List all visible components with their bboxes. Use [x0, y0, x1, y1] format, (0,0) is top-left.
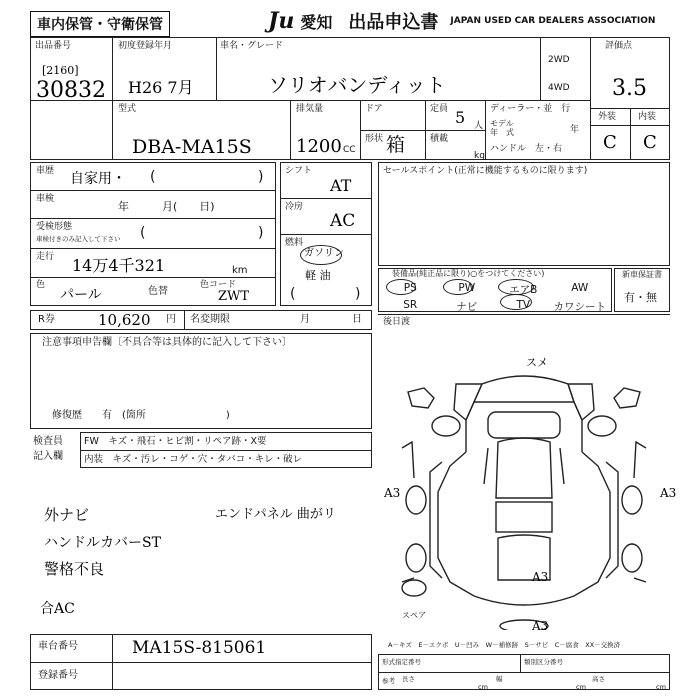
- shift-label: シフト: [285, 166, 313, 176]
- color-code-label: 色コード: [200, 280, 237, 290]
- model-label: 型式: [118, 104, 137, 114]
- cm-label-2: cm: [576, 683, 586, 691]
- note-line-4: 合AC: [40, 601, 75, 617]
- equip-pw[interactable]: PW: [458, 282, 476, 294]
- color-change-label: 色替: [148, 286, 168, 297]
- cm-label-1: cm: [478, 683, 488, 691]
- inspector-label: 検査員: [33, 436, 63, 447]
- handle-label: ハンドル 左・右: [490, 144, 563, 154]
- equip-airbag-circle: [498, 279, 534, 295]
- note-line-1: 外ナビ: [44, 506, 90, 524]
- diagram-right-note: A3: [660, 486, 677, 500]
- first-reg-label: 初度登録年月: [118, 41, 173, 51]
- cooler-value: AC: [330, 211, 356, 231]
- fw-row: FW キズ・飛石・ヒビ割・リペア跡・X要: [84, 436, 267, 447]
- diagram-mid-note: A3: [532, 570, 549, 584]
- score-label: 評価点: [605, 41, 633, 51]
- fuel-light-value: 軽 油: [305, 269, 331, 282]
- model-value: DBA-MA15S: [132, 136, 252, 158]
- recv-cert-note: 車検付きのみ記入して下さい: [36, 235, 121, 243]
- chassis-label: 車台番号: [38, 641, 78, 652]
- cm-label-3: cm: [656, 683, 666, 691]
- form-no-label: 形式指定番号: [382, 658, 421, 666]
- diagram-top-note: スメ: [526, 356, 548, 369]
- exterior-label: 外装: [598, 112, 617, 122]
- shape-label: 形状: [365, 134, 384, 144]
- org-name: 愛知: [300, 12, 333, 32]
- recycle-amount: 10,620: [98, 311, 151, 329]
- legend: A－キズ E－エクボ U－凹み W－補修跡 S－サビ C－腐食 XX－交換済: [388, 641, 621, 649]
- model-year-label2: 年 式: [490, 128, 514, 137]
- equip-ps[interactable]: PS: [403, 282, 417, 294]
- history-label: 車歴: [36, 166, 55, 176]
- note-line-2: ハンドルカバーST: [44, 535, 161, 551]
- caution-label: 注意事項申告欄〔不具合等は具体的に記入して下さい〕: [42, 337, 292, 348]
- 4wd-label: 4WD: [548, 83, 570, 93]
- reference-label: 参考: [382, 677, 395, 685]
- lot-small: [2160]: [42, 64, 79, 77]
- color-value: パール: [60, 287, 102, 303]
- shift-value: AT: [330, 176, 352, 195]
- equip-tv-circle: [500, 294, 532, 310]
- cc-label: CC: [343, 145, 356, 155]
- km-label: km: [232, 265, 248, 276]
- shaken-date: 年 月( 日): [118, 200, 215, 213]
- first-reg-value: H26 7月: [128, 78, 194, 97]
- recv-cert-label: 受検形態: [36, 222, 73, 232]
- model-year-label: モデル: [490, 119, 514, 128]
- name-change-label: 名変期限: [190, 314, 230, 325]
- diagram-left-note: A3: [384, 486, 401, 500]
- kg-label: kg: [474, 151, 485, 161]
- lot-no-label: 出品番号: [35, 41, 72, 51]
- note-line-1b: エンドパネル 曲がリ: [215, 507, 336, 522]
- height-label: 高さ: [592, 675, 605, 683]
- equip-leather[interactable]: カワシート: [553, 301, 606, 313]
- score-value: 3.5: [612, 76, 647, 101]
- form-title: 出品申込書: [348, 12, 439, 33]
- equip-ps-circle: [386, 279, 416, 295]
- reg-no-label: 登録番号: [38, 670, 78, 681]
- recycle-label: R券: [38, 314, 55, 325]
- sales-points-block: [378, 162, 670, 266]
- length-label: 長さ: [402, 675, 415, 683]
- ju-logo-icon: Ju: [268, 8, 295, 34]
- equip-pw-circle: [443, 279, 473, 295]
- class-no-label: 類別区分番号: [524, 658, 563, 666]
- equip-airbag[interactable]: エアB: [509, 284, 538, 296]
- equipment-header: 装備品(純正品に限り)○をつけてください): [392, 269, 545, 278]
- fuel-label: 燃料: [285, 238, 304, 248]
- note-line-3: 警格不良: [44, 560, 105, 578]
- car-name-value: ソリオバンディット: [268, 73, 446, 97]
- interior-grade: C: [643, 132, 657, 153]
- shaken-label: 車検: [36, 194, 55, 204]
- day-label: 日: [352, 314, 362, 325]
- month-label: 月: [300, 314, 310, 325]
- english-name: JAPAN USED CAR DEALERS ASSOCIATION: [450, 16, 656, 26]
- doc-type-label: 車内保管・守衛保管: [37, 17, 163, 33]
- interior-row: 内装 キズ・汚レ・コゲ・穴・タバコ・キレ・破レ: [84, 454, 303, 465]
- car-name-label: 車名・グレード: [220, 41, 284, 51]
- load-label: 積載: [430, 134, 449, 144]
- entry-label: 記入欄: [33, 451, 63, 462]
- 2wd-label: 2WD: [548, 55, 570, 65]
- warranty-label: 新車保証書: [622, 270, 662, 279]
- repair-history-label: 修復歴 有 (箇所 ): [52, 410, 230, 421]
- header-title: [268, 8, 655, 34]
- chassis-value: MA15S-815061: [132, 638, 267, 658]
- color-code-value: ZWT: [218, 289, 250, 304]
- mileage-label: 走行: [36, 252, 55, 262]
- diagram-bottom-note: A3: [532, 619, 549, 633]
- equip-sr[interactable]: SR: [403, 299, 418, 311]
- interior-label: 内装: [638, 112, 657, 122]
- displacement-value: 1200: [296, 136, 342, 157]
- shape-value: 箱: [386, 134, 406, 156]
- displacement-label: 排気量: [296, 104, 324, 114]
- top-block: [30, 37, 670, 160]
- fuel-gas-value: ガソリン: [304, 248, 344, 259]
- mileage-value: 14万4千321: [72, 256, 166, 275]
- door-label: ドア: [365, 104, 383, 114]
- history-value: 自家用・: [70, 171, 126, 187]
- warranty-value: 有・無: [624, 291, 657, 304]
- sales-points-label: セールスポイント(正常に機能するものに限ります): [383, 166, 588, 176]
- equip-aw[interactable]: AW: [571, 282, 589, 294]
- equip-tv[interactable]: TV: [516, 299, 531, 311]
- car-damage-diagram: [378, 352, 670, 633]
- yen-label: 円: [166, 314, 176, 325]
- cooler-label: 冷房: [285, 202, 304, 212]
- width-label: 幅: [496, 675, 503, 683]
- dealer-label: ディーラー・並 行: [490, 104, 571, 114]
- persons-label: 人: [474, 121, 484, 131]
- capacity-label: 定員: [430, 104, 449, 114]
- color-label: 色: [36, 280, 46, 290]
- doc-type-box: [30, 11, 170, 37]
- equip-navi[interactable]: ナビ: [456, 301, 478, 313]
- exterior-grade: C: [603, 132, 617, 153]
- capacity-value: 5: [455, 108, 466, 127]
- year-unit-label: 年: [570, 125, 580, 135]
- spare-label: スペア: [402, 611, 426, 620]
- lot-number: 30832: [36, 78, 106, 103]
- after-install-label: 後日渡: [383, 317, 411, 327]
